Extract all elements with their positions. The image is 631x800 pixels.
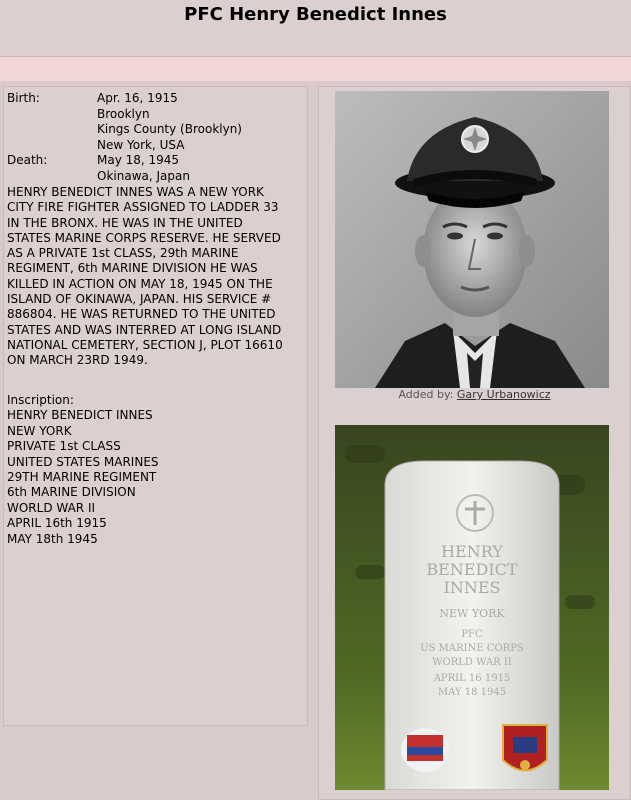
bio-text: [7, 185, 307, 369]
birth-place-line: Kings County (Brooklyn): [97, 122, 242, 136]
death-date: May 18, 1945: [97, 153, 180, 167]
photo-caption: [319, 388, 630, 401]
inscription-line: MAY 18th 1945: [7, 531, 98, 546]
bio-line: ISLAND OF OKINAWA, JAPAN. HIS SERVICE #: [7, 292, 272, 307]
headstone-line: INNES: [443, 578, 501, 597]
death-label: Death:: [7, 153, 48, 167]
bio-line: HENRY BENEDICT INNES WAS A NEW YORK: [7, 185, 264, 199]
birth-date: Apr. 16, 1915: [97, 91, 178, 105]
fdny-patch-icon: [503, 725, 547, 771]
headstone-line: NEW YORK: [439, 607, 505, 620]
bio-line: 886804. HE WAS RETURNED TO THE UNITED: [7, 307, 276, 322]
bio-line: ON MARCH 23RD 1949.: [7, 353, 148, 368]
bio-line: AS A PRIVATE 1st CLASS, 29th MARINE: [7, 246, 239, 261]
inscription-line: 6th MARINE DIVISION: [7, 485, 136, 500]
inscription-line: PRIVATE 1st CLASS: [7, 439, 121, 454]
inscription-line: NEW YORK: [7, 423, 72, 438]
page-title: PFC Henry Benedict Innes: [184, 4, 447, 25]
bio-line: STATES MARINE CORPS RESERVE. HE SERVED: [7, 230, 281, 245]
headstone-line: MAY 18 1945: [437, 687, 507, 698]
inscription-block: [7, 393, 307, 547]
bio-line: IN THE BRONX. HE WAS IN THE UNITED: [7, 215, 243, 230]
birth-place-line: New York, USA: [97, 137, 185, 152]
headstone-photo[interactable]: [335, 425, 609, 790]
details-panel: [3, 86, 308, 726]
header-bar: [0, 56, 631, 81]
bio-line: CITY FIRE FIGHTER ASSIGNED TO LADDER 33: [7, 200, 279, 215]
portrait-image: [335, 91, 609, 388]
bio-line: REGIMENT, 6th MARINE DIVISION HE WAS: [7, 261, 258, 276]
headstone-line: WORLD WAR II: [432, 657, 512, 668]
inscription-label: Inscription:: [7, 393, 74, 407]
page-header: [0, 0, 631, 56]
headstone-line: HENRY: [441, 542, 503, 561]
birth-place-line: Brooklyn: [97, 106, 150, 121]
inscription-line: APRIL 16th 1915: [7, 516, 107, 531]
headstone-line: APRIL 16 1915: [433, 673, 511, 684]
caption-prefix: Added by:: [398, 388, 454, 401]
bio-line: NATIONAL CEMETERY, SECTION J, PLOT 16610: [7, 337, 283, 352]
birth-label: Birth:: [7, 91, 40, 105]
flag-sticker-icon: [401, 728, 449, 772]
headstone-line: US MARINE CORPS: [420, 643, 524, 654]
headstone-image: [335, 425, 609, 790]
inscription-line: UNITED STATES MARINES: [7, 454, 159, 469]
headstone-line: PFC: [461, 629, 483, 640]
death-place-line: Okinawa, Japan: [97, 168, 190, 183]
bio-line: KILLED IN ACTION ON MAY 18, 1945 ON THE: [7, 276, 273, 291]
inscription-line: WORLD WAR II: [7, 500, 96, 515]
bio-line: STATES AND WAS INTERRED AT LONG ISLAND: [7, 322, 282, 337]
inscription-line: 29TH MARINE REGIMENT: [7, 470, 157, 485]
headstone-line: BENEDICT: [426, 560, 518, 579]
photos-panel: [318, 86, 631, 800]
portrait-photo[interactable]: [335, 91, 609, 388]
inscription-line: HENRY BENEDICT INNES: [7, 408, 153, 423]
caption-author-link[interactable]: Gary Urbanowicz: [456, 388, 551, 401]
